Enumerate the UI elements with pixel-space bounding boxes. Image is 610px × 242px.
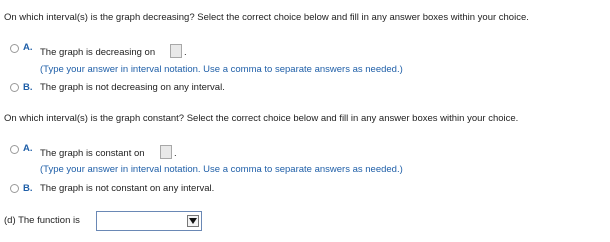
answer-period: . [184, 47, 187, 58]
radio-decreasing-a[interactable] [10, 44, 19, 53]
part-d-label: (d) The function is [4, 215, 80, 226]
option-decreasing-a-text: The graph is decreasing on [40, 47, 156, 58]
answer-period: . [174, 148, 177, 159]
question-constant: On which interval(s) is the graph constant? Select the correct choice below and fill in any answer boxes within your choice. [4, 113, 519, 124]
radio-decreasing-b[interactable] [10, 83, 19, 92]
answer-box-decreasing[interactable] [170, 44, 182, 58]
answer-box-constant[interactable] [160, 145, 172, 159]
option-letter-a: A. [23, 42, 33, 53]
radio-constant-a[interactable] [10, 145, 19, 154]
option-constant-b-text: The graph is not constant on any interval. [40, 183, 215, 194]
chevron-down-icon[interactable] [187, 215, 199, 227]
option-letter-b: B. [23, 183, 33, 194]
hint-decreasing: (Type your answer in interval notation. Use a comma to separate answers as needed.) [40, 64, 403, 75]
option-letter-a: A. [23, 143, 33, 154]
question-decreasing: On which interval(s) is the graph decreasing? Select the correct choice below and fill in any answer boxes within your choice. [4, 12, 529, 23]
option-decreasing-b-text: The graph is not decreasing on any interval. [40, 82, 225, 93]
radio-constant-b[interactable] [10, 184, 19, 193]
option-constant-a-text: The graph is constant on [40, 148, 145, 159]
function-behavior-select[interactable] [96, 211, 202, 231]
option-letter-b: B. [23, 82, 33, 93]
hint-constant: (Type your answer in interval notation. Use a comma to separate answers as needed.) [40, 164, 403, 175]
